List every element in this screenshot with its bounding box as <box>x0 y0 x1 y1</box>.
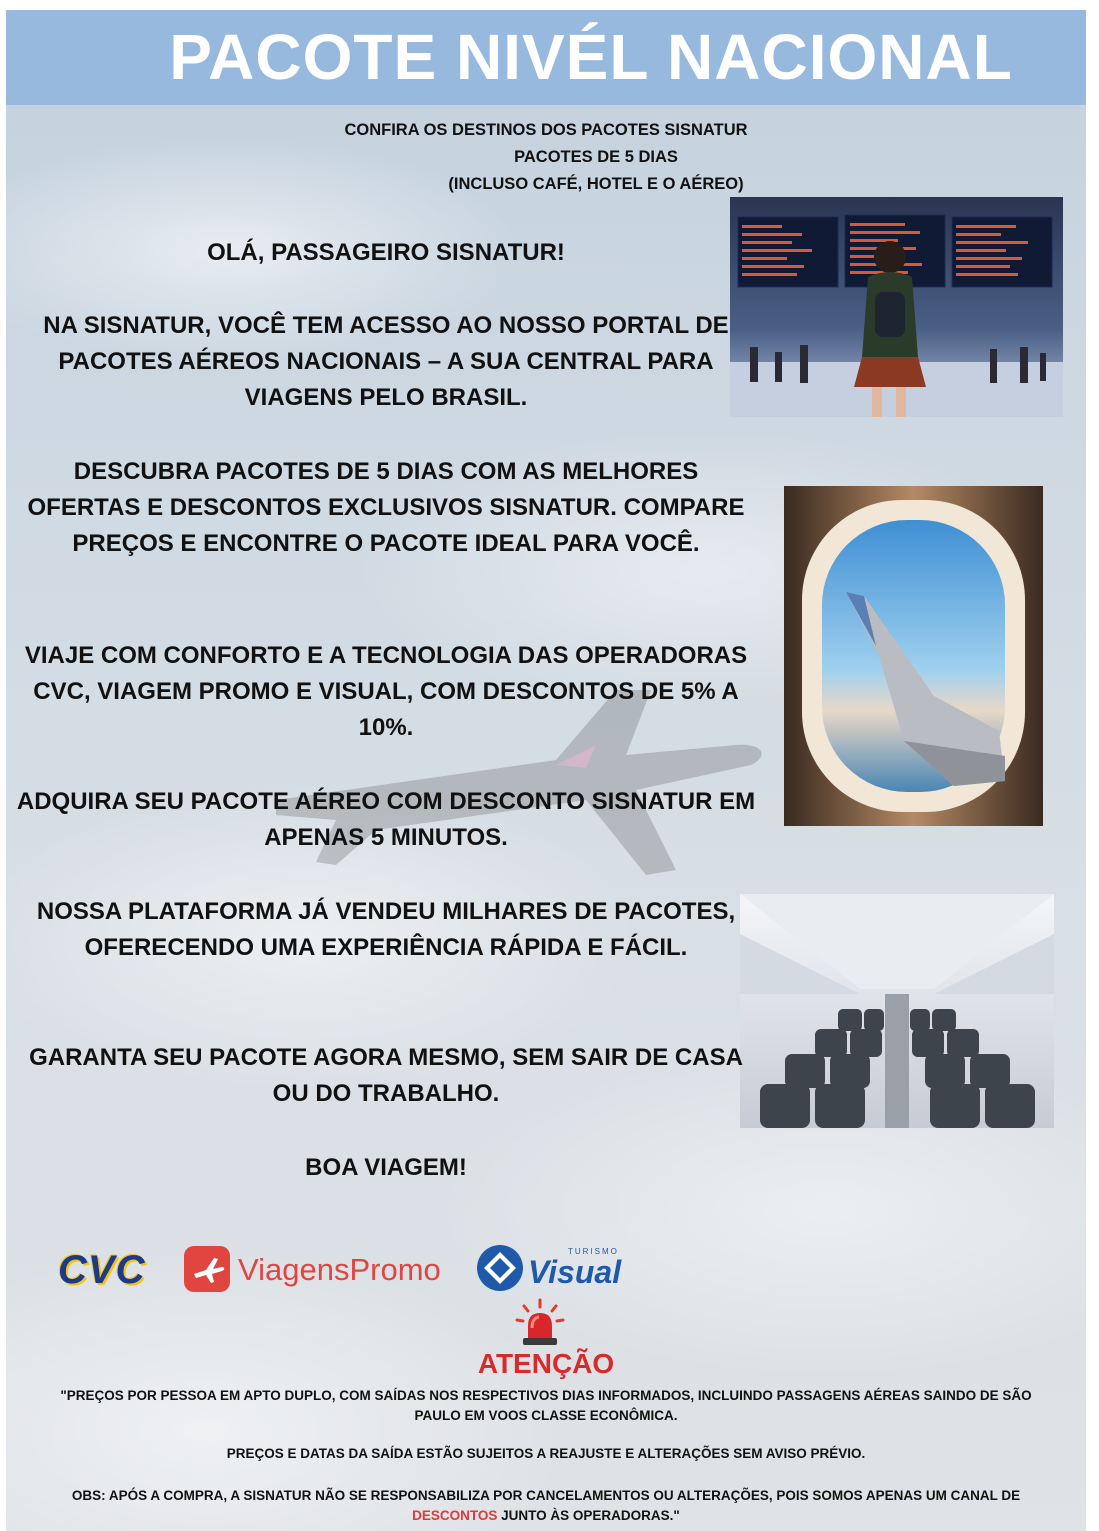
visual-logo: Visual <box>528 1254 622 1290</box>
viagenspromo-logo: ViagensPromo <box>238 1252 441 1287</box>
disclaimer-prices: "PREÇOS POR PESSOA EM APTO DUPLO, COM SAÍDAS NOS RESPECTIVOS DIAS INFORMADOS, INCLUINDO PASSAGENS AÉREAS SAINDO DE SÃO PAULO EM VOOS CLASSE ECONÔMICA. <box>60 1388 1032 1423</box>
intro-line-2: PACOTES DE 5 DIAS <box>514 148 678 166</box>
disclaimer-obs-text: OBS: APÓS A COMPRA, A SISNATUR NÃO SE RESPONSABILIZA POR CANCELAMENTOS OU ALTERAÇÕES, POIS SOMOS APENAS UM CANAL DE <box>71 1488 1021 1503</box>
paragraph-farewell: BOA VIAGEM! <box>305 1154 467 1181</box>
intro-line-1: CONFIRA OS DESTINOS DOS PACOTES SISNATUR <box>344 121 748 139</box>
disclaimer-obs-end: JUNTO ÀS OPERADORAS." <box>497 1508 680 1523</box>
disclaimer-adjustments: PREÇOS E DATAS DA SAÍDA ESTÃO SUJEITOS A REAJUSTE E ALTERAÇÕES SEM AVISO PRÉVIO. <box>226 1446 866 1461</box>
viagenspromo-plane-icon <box>184 1246 230 1292</box>
paragraph-discover: DESCUBRA PACOTES DE 5 DIAS COM AS MELHORES OFERTAS E DESCONTOS EXCLUSIVOS SISNATUR. COMPARE PREÇOS E ENCONTRE O PACOTE IDEAL PARA VOCÊ. <box>27 458 745 557</box>
paragraph-operators: VIAJE COM CONFORTO E A TECNOLOGIA DAS OPERADORAS CVC, VIAGEM PROMO E VISUAL, COM DESCONTOS DE 5% A 10%. <box>24 642 748 741</box>
paragraph-platform: NOSSA PLATAFORMA JÁ VENDEU MILHARES DE PACOTES, OFERECENDO UMA EXPERIÊNCIA RÁPIDA E FÁCIL. <box>36 898 736 961</box>
visual-diamond-icon <box>476 1244 524 1292</box>
intro-line-3: (INCLUSO CAFÉ, HOTEL E O AÉREO) <box>448 175 744 193</box>
visual-logo-subtitle: TURISMO <box>568 1247 619 1256</box>
paragraph-greeting: OLÁ, PASSAGEIRO SISNATUR! <box>207 239 565 266</box>
siren-icon <box>514 1298 566 1348</box>
disclaimer-obs <box>46 1486 1046 1526</box>
paragraph-portal: NA SISNATUR, VOCÊ TEM ACESSO AO NOSSO PORTAL DE PACOTES AÉREOS NACIONAIS – A SUA CENTRAL PARA VIAGENS PELO BRASIL. <box>43 312 729 411</box>
flyer-page <box>6 10 1086 1531</box>
cvc-logo: CVC <box>58 1248 146 1292</box>
attention-title: ATENÇÃO <box>477 1348 615 1379</box>
airplane-window-photo <box>784 486 1043 826</box>
operator-logos <box>56 1242 636 1302</box>
page-title: PACOTE NIVÉL NACIONAL <box>169 21 1013 93</box>
airport-photo <box>730 197 1063 417</box>
paragraph-purchase: ADQUIRA SEU PACOTE AÉREO COM DESCONTO SISNATUR EM APENAS 5 MINUTOS. <box>16 788 756 851</box>
aircraft-cabin-photo <box>740 894 1054 1128</box>
paragraph-guarantee: GARANTA SEU PACOTE AGORA MESMO, SEM SAIR DE CASA OU DO TRABALHO. <box>29 1044 743 1107</box>
disclaimer-obs-highlight: DESCONTOS <box>412 1508 498 1523</box>
